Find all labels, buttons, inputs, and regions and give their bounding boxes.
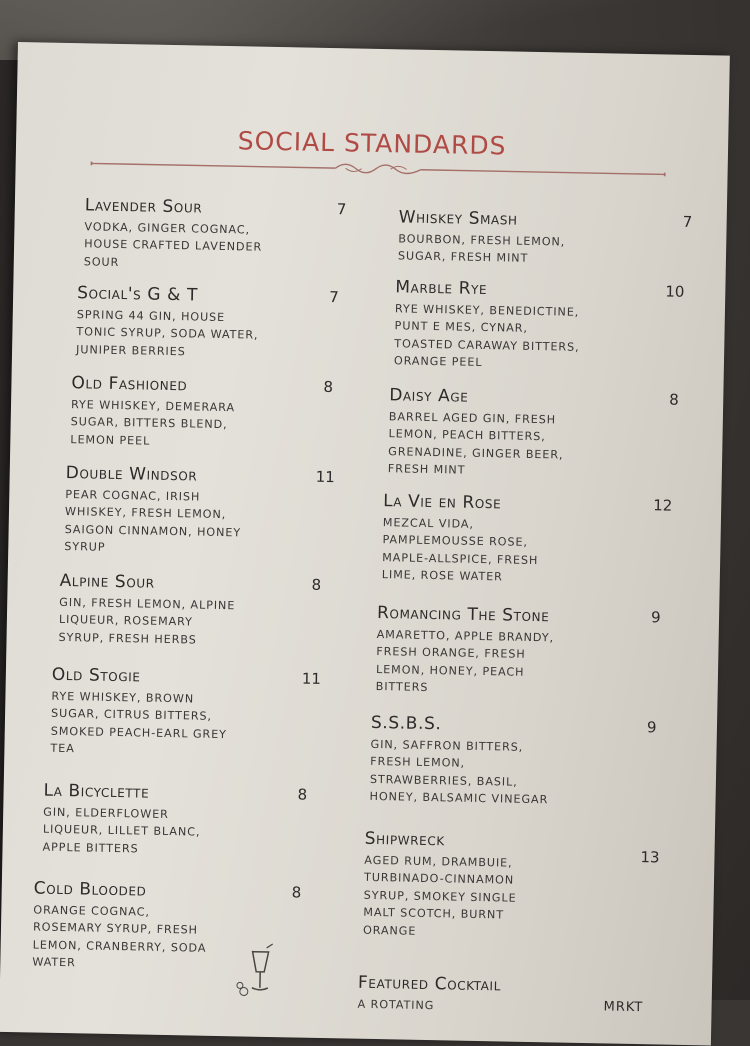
menu-title: SOCIAL STANDARDS — [16, 122, 728, 165]
menu-item-alpine-sour — [58, 571, 329, 651]
item-name: Shipwreck — [365, 829, 665, 855]
menu-item-la-bicyclette — [42, 781, 313, 861]
item-price: 9 — [647, 718, 657, 736]
menu-item-socials-g-and-t — [76, 283, 347, 363]
item-description: GIN, FRESH LEMON, ALPINE LIQUEUR, ROSEMARY SYRUP, FRESH HERBS — [58, 594, 329, 651]
menu-page — [0, 42, 730, 1045]
item-description: AMARETTO, APPLE BRANDY, FRESH ORANGE, FRESH LEMON, HONEY, PEACH BITTERS — [376, 626, 677, 701]
menu-item-lavender-sour — [84, 195, 355, 275]
menu-item-old-stogie — [50, 665, 322, 763]
item-price: MRKT — [603, 999, 643, 1015]
item-description: AGED RUM, DRAMBUIE, TURBINADO-CINNAMON SYRUP, SMOKEY SINGLE MALT SCOTCH, BURNT ORANGE — [363, 852, 665, 945]
menu-item-shipwreck — [363, 829, 665, 945]
item-price: 8 — [297, 786, 307, 804]
item-name: Cold Blooded — [34, 878, 304, 903]
item-price: 8 — [292, 883, 302, 901]
item-name: S.S.B.S. — [371, 713, 671, 739]
item-description: PEAR COGNAC, IRISH WHISKEY, FRESH LEMON, SAIGON CINNAMON, HONEY SYRUP — [64, 486, 335, 561]
item-price: 8 — [669, 391, 679, 409]
item-description: RYE WHISKEY, BROWN SUGAR, CITRUS BITTERS, SMOKED PEACH-EARL GREY TEA — [50, 688, 321, 763]
menu-item-featured-cocktail — [357, 973, 658, 1019]
item-description: SPRING 44 GIN, HOUSE TONIC SYRUP, SODA WATER, JUNIPER BERRIES — [76, 306, 347, 363]
item-price: 8 — [323, 378, 333, 396]
item-name: Lavender Sour — [85, 195, 355, 220]
menu-item-double-windsor — [64, 463, 336, 561]
item-description: BOURBON, FRESH LEMON, SUGAR, FRESH MINT — [398, 230, 699, 271]
item-price: 13 — [640, 848, 659, 866]
item-price: 8 — [311, 576, 321, 594]
item-price: 10 — [665, 282, 684, 300]
item-name: Social's G & T — [77, 283, 347, 308]
menu-item-old-fashioned — [70, 373, 341, 453]
item-name: Featured Cocktail — [358, 973, 658, 999]
item-description: VODKA, GINGER COGNAC, HOUSE CRAFTED LAVENDER SOUR — [84, 218, 355, 275]
item-description: RYE WHISKEY, DEMERARA SUGAR, BITTERS BLEND, LEMON PEEL — [70, 396, 341, 453]
item-name: Romancing The Stone — [377, 603, 677, 629]
item-description: A ROTATING — [357, 996, 657, 1019]
item-description: MEZCAL VIDA, PAMPLEMOUSSE ROSE, MAPLE-ALLSPICE, FRESH LIME, ROSE WATER — [382, 514, 683, 589]
item-name: Old Stogie — [52, 665, 322, 690]
cocktail-glass-icon — [230, 941, 291, 1002]
item-price: 7 — [329, 288, 339, 306]
item-name: Whiskey Smash — [399, 207, 699, 233]
item-description: GIN, ELDERFLOWER LIQUEUR, LILLET BLANC, APPLE BITTERS — [42, 804, 313, 861]
item-price: 11 — [316, 468, 335, 486]
menu-item-daisy-age — [388, 385, 690, 483]
item-price: 7 — [682, 213, 692, 231]
menu-item-whiskey-smash — [398, 207, 699, 271]
item-description: ORANGE COGNAC, ROSEMARY SYRUP, FRESH LEMON, CRANBERRY, SODA WATER — [32, 901, 303, 976]
item-description: RYE WHISKEY, BENEDICTINE, PUNT E MES, CYNAR, TOASTED CARAWAY BITTERS, ORANGE PEEL — [394, 300, 695, 375]
item-name: Alpine Sour — [59, 571, 329, 596]
item-name: Old Fashioned — [71, 373, 341, 398]
menu-item-la-vie-en-rose — [382, 491, 684, 589]
item-description: GIN, SAFFRON BITTERS, FRESH LEMON, STRAWBERRIES, BASIL, HONEY, BALSAMIC VINEGAR — [369, 736, 670, 811]
item-price: 9 — [651, 608, 661, 626]
item-description: BARREL AGED GIN, FRESH LEMON, PEACH BITTERS, GRENADINE, GINGER BEER, FRESH MINT — [388, 408, 689, 483]
item-price: 11 — [302, 670, 321, 688]
menu-item-romancing-the-stone — [376, 603, 678, 701]
item-name: Double Windsor — [66, 463, 336, 488]
item-price: 12 — [653, 496, 672, 514]
item-price: 7 — [337, 200, 347, 218]
item-name: La Bicyclette — [43, 781, 313, 806]
item-name: Marble Rye — [395, 277, 695, 303]
menu-item-marble-rye — [394, 277, 696, 375]
item-name: Daisy Age — [389, 385, 689, 411]
item-name: La Vie en Rose — [383, 491, 683, 517]
menu-item-ssbs — [369, 713, 671, 811]
